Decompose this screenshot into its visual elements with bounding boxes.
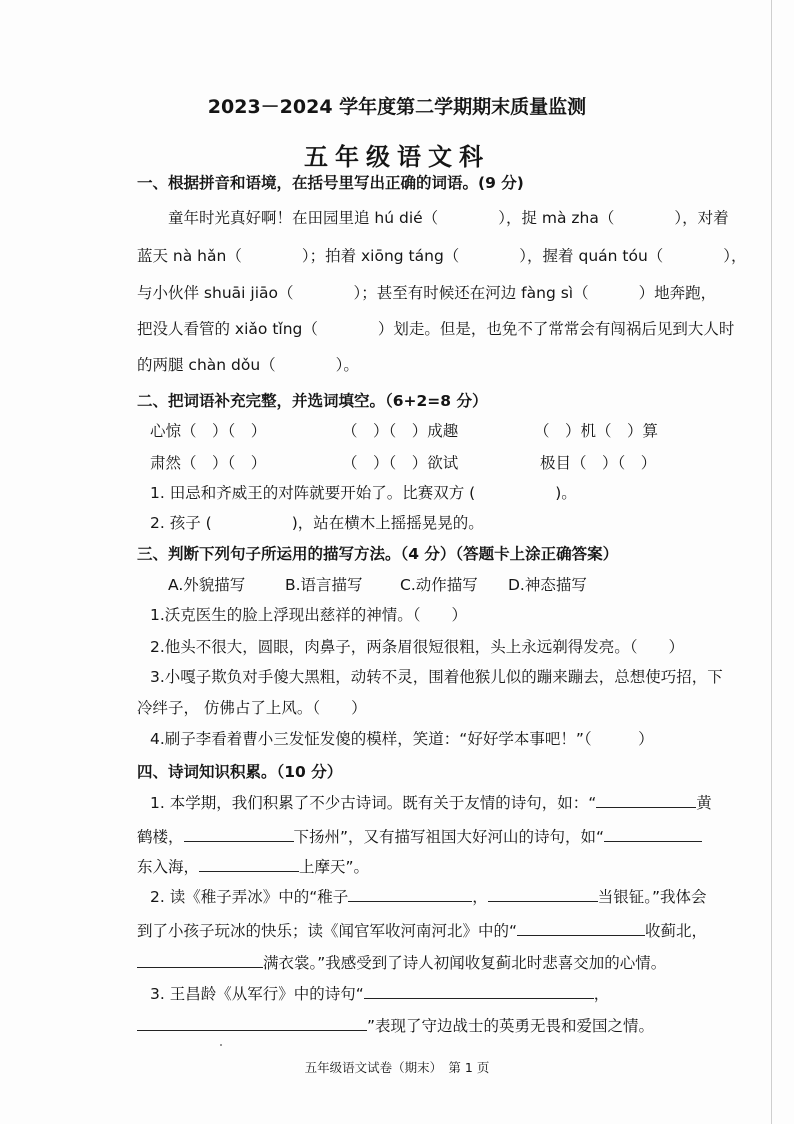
idiom-row2-a: 肃然（ ）（ ） bbox=[150, 454, 267, 472]
section3-heading: 三、判断下列句子所运用的描写方法。（4 分）（答题卡上涂正确答案） bbox=[137, 545, 619, 563]
section2-heading: 二、把词语补充完整，并选词填空。（6+2=8 分） bbox=[137, 392, 488, 410]
idiom-row1-a: 心惊（ ）（ ） bbox=[150, 422, 267, 440]
scan-speck bbox=[220, 1044, 222, 1046]
s4-q3-line1: 3. 王昌龄《从军行》中的诗句“ ， bbox=[150, 985, 610, 1003]
s3-question3-line2: 冷绊子， 仿佛占了上风。（ ） bbox=[137, 699, 367, 717]
s3-question2: 2.他头不很大，圆眼，肉鼻子，两条眉很短很粗，头上永远剃得发亮。（ ） bbox=[150, 638, 685, 656]
option-d: D.神态描写 bbox=[508, 576, 587, 594]
idiom-row1-b: （ ）（ ）成趣 bbox=[342, 422, 459, 440]
s4-q1-line1: 1. 本学期，我们积累了不少古诗词。既有关于友情的诗句，如：“ 黄 bbox=[150, 794, 712, 812]
idiom-row1-c: （ ）机（ ）算 bbox=[534, 422, 659, 440]
s1-line2: 蓝天 nà hǎn（ ）；拍着 xiōng táng（ ），握着 quán tóu（ ）， bbox=[137, 247, 747, 265]
answer-blank[interactable] bbox=[137, 952, 263, 968]
option-a: A.外貌描写 bbox=[168, 576, 246, 594]
s1-line3: 与小伙伴 shuāi jiāo（ ）；甚至有时候还在河边 fàng sì（ ）地奔跑， bbox=[137, 284, 717, 302]
s2-question1: 1. 田忌和齐威王的对阵就要开始了。比赛双方 ( )。 bbox=[150, 484, 577, 502]
answer-blank[interactable] bbox=[596, 792, 696, 808]
answer-blank[interactable] bbox=[184, 826, 294, 842]
s3-question1: 1.沃克医生的脸上浮现出慈祥的神情。（ ） bbox=[150, 606, 468, 624]
idiom-row2-b: （ ）（ ）欲试 bbox=[342, 454, 459, 472]
answer-blank[interactable] bbox=[488, 886, 598, 902]
answer-blank[interactable] bbox=[199, 856, 299, 872]
s4-q2-line2: 到了小孩子玩冰的快乐；读《闻官军收河南河北》中的“ 收蓟北， bbox=[137, 922, 708, 940]
answer-blank[interactable] bbox=[348, 886, 472, 902]
s2-question2: 2. 孩子 ( )，站在横木上摇摇晃晃的。 bbox=[150, 514, 484, 532]
section1-heading: 一、根据拼音和语境，在括号里写出正确的词语。(9 分) bbox=[137, 174, 524, 192]
section4-heading: 四、诗词知识积累。（10 分） bbox=[137, 763, 343, 781]
answer-blank[interactable] bbox=[137, 1015, 367, 1031]
page-footer: 五年级语文试卷（期末） 第 1 页 bbox=[304, 1060, 490, 1075]
exam-title: 2023－2024 学年度第二学期期末质量监测 bbox=[207, 96, 587, 118]
option-b: B.语言描写 bbox=[285, 576, 363, 594]
subject-title: 五年级语文科 bbox=[304, 143, 490, 171]
s1-line5: 的两腿 chàn dǒu（ ）。 bbox=[137, 356, 359, 374]
s1-line1: 童年时光真好啊！在田园里追 hú dié（ ），捉 mà zha（ ），对着 bbox=[168, 209, 729, 227]
s3-question3-line1: 3.小嘎子欺负对手傻大黑粗，动转不灵，围着他猴儿似的蹦来蹦去，总想使巧招，下 bbox=[150, 668, 723, 686]
s1-line4: 把没人看管的 xiǎo tǐng（ ）划走。但是，也免不了常常会有闯祸后见到大人时 bbox=[137, 320, 735, 338]
option-c: C.动作描写 bbox=[400, 576, 478, 594]
s3-question4: 4.刷子李看着曹小三发怔发傻的模样，笑道：“好好学本事吧！”（ ） bbox=[150, 730, 654, 748]
answer-blank[interactable] bbox=[364, 983, 594, 999]
answer-blank[interactable] bbox=[517, 920, 645, 936]
s4-q2-line3: 满衣裳。”我感受到了诗人初闻收复蓟北时悲喜交加的心情。 bbox=[137, 952, 666, 974]
s4-q3-line2: ”表现了守边战士的英勇无畏和爱国之情。 bbox=[137, 1015, 654, 1037]
s4-q1-line2: 鹤楼， 下扬州”，又有描写祖国大好河山的诗句，如“ bbox=[137, 826, 702, 848]
idiom-row2-c: 极目（ ）（ ） bbox=[540, 454, 657, 472]
s4-q2-line1: 2. 读《稚子弄冰》中的“稚子 ， 当银钲。”我体会 bbox=[150, 888, 707, 906]
answer-blank[interactable] bbox=[604, 826, 702, 842]
s4-q1-line3: 东入海， 上摩天”。 bbox=[137, 858, 370, 876]
